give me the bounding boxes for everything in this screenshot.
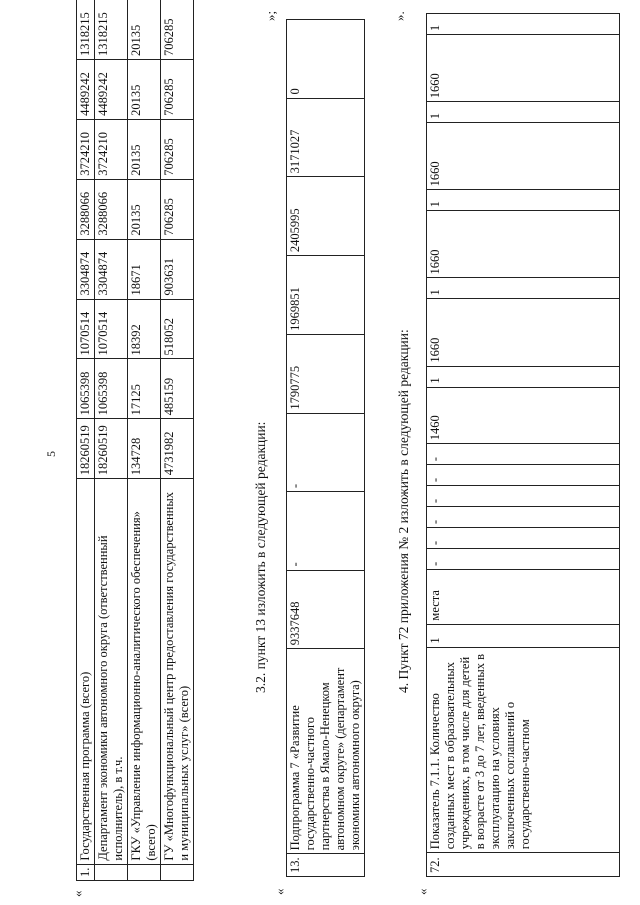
subprogram-value: 1969851 (287, 256, 365, 335)
row-value: 134728 (128, 419, 161, 479)
indicator-unit: места (427, 570, 620, 625)
indicator-value: 1460 (427, 387, 620, 444)
row-value: 1318215 (77, 0, 95, 59)
open-quote-3: « (415, 888, 430, 895)
row-value: 706285 (161, 179, 194, 239)
row-value: 17125 (128, 359, 161, 419)
indicator-no: 72. (427, 853, 620, 877)
row-value: 1065398 (77, 359, 95, 419)
row-value: 3724210 (77, 119, 95, 179)
indicator-row (427, 14, 620, 877)
indicator-value: 1660 (427, 299, 620, 366)
row-value: 4489242 (95, 59, 128, 119)
row-value: 706285 (161, 119, 194, 179)
row-value: 1318215 (95, 0, 128, 59)
subprogram-no: 13. (287, 854, 365, 877)
row-value: 3304874 (95, 239, 128, 299)
row-value: 706285 (161, 0, 194, 59)
row-value: 18260519 (95, 419, 128, 479)
subprogram-value: 1790775 (287, 334, 365, 413)
indicator-value: 1 (427, 190, 620, 211)
row-value: 20135 (128, 59, 161, 119)
indicator-value: - (427, 528, 620, 549)
close-quote-1: »; (263, 10, 278, 21)
indicator-value: - (427, 444, 620, 465)
row-name: ГКУ «Управление информационно-аналитического обеспечения» (всего) (128, 479, 161, 864)
row-value: 18671 (128, 239, 161, 299)
financing-row (77, 0, 95, 881)
subprogram-value: 3171027 (287, 98, 365, 177)
indicator-value: 1660 (427, 35, 620, 102)
row-name: Департамент экономики автономного округа (ответственный исполнитель), в т.ч. (95, 479, 128, 864)
indicator-value: 1 (427, 14, 620, 35)
indicator-value: - (427, 486, 620, 507)
open-quote-1: « (70, 890, 85, 897)
close-quote-2: ». (392, 11, 407, 21)
row-value: 20135 (128, 119, 161, 179)
indicator-name: Показатель 7.1.1. Количество созданных мест в образовательных учреждениях, в том числе для детей в возрасте от 3 до 7 лет, введенных в эксплуатацию на условиях заключенных соглашений о государственно-частном (427, 647, 620, 853)
row-value: 4489242 (77, 59, 95, 119)
page-number: 5 (44, 451, 58, 457)
row-value: 3724210 (95, 119, 128, 179)
row-value: 18392 (128, 299, 161, 359)
subprogram-value: 0 (287, 20, 365, 99)
subprogram-value: 9337648 (287, 570, 365, 649)
row-number (128, 864, 161, 880)
indicator-value: - (427, 507, 620, 528)
financing-row (128, 0, 161, 881)
subprogram-value: 2405995 (287, 177, 365, 256)
subprogram-name: Подпрограмма 7 «Развитие государственно-частного партнерства в Ямало-Ненецком автономном округе» (департамент экономики автономного округа) (287, 649, 365, 854)
row-value: 4731982 (161, 419, 194, 479)
subprogram-value: - (287, 492, 365, 570)
row-value: 18260519 (77, 419, 95, 479)
row-name: ГУ «Многофункциональный центр предоставления государственных и муниципальных услуг» (всего) (161, 479, 194, 864)
row-value: 706285 (161, 59, 194, 119)
indicator-value: 1 (427, 102, 620, 123)
indicator-value: - (427, 465, 620, 486)
indicator-value: 1 (427, 278, 620, 299)
row-value: 3288066 (77, 179, 95, 239)
row-value: 1070514 (77, 299, 95, 359)
paragraph-3-2: 3.2. пункт 13 изложить в следующей редакции: (253, 421, 268, 693)
financing-table (76, 0, 194, 881)
row-name: Государственная программа (всего) (77, 479, 95, 864)
indicator-value: 1 (427, 366, 620, 387)
row-number (161, 864, 194, 880)
indicator-value: 1660 (427, 211, 620, 278)
subprogram-table (286, 19, 365, 877)
financing-row (95, 0, 128, 881)
row-value: 3304874 (77, 239, 95, 299)
indicator-value: 1660 (427, 123, 620, 190)
row-value: 903631 (161, 239, 194, 299)
paragraph-4: 4. Пункт 72 приложения № 2 изложить в следующей редакции: (396, 329, 411, 693)
subprogram-row (287, 20, 365, 877)
financing-row (161, 0, 194, 881)
row-value: 485159 (161, 359, 194, 419)
row-value: 1065398 (95, 359, 128, 419)
subprogram-value: - (287, 413, 365, 491)
row-value: 20135 (128, 0, 161, 59)
row-number (95, 864, 128, 880)
row-value: 20135 (128, 179, 161, 239)
row-value: 3288066 (95, 179, 128, 239)
row-number: 1. (77, 864, 95, 880)
indicator-value: - (427, 549, 620, 570)
open-quote-2: « (272, 888, 287, 895)
row-value: 518052 (161, 299, 194, 359)
indicator-col1: 1 (427, 624, 620, 647)
row-value: 1070514 (95, 299, 128, 359)
indicator-table (426, 13, 620, 877)
